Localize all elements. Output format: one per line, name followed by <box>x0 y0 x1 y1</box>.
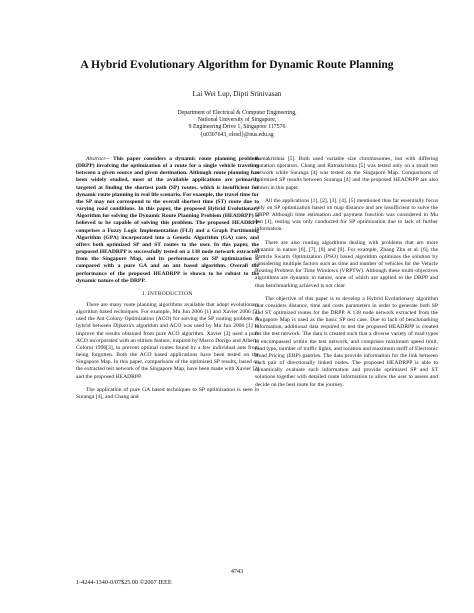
abstract-label: Abstract— <box>86 156 110 162</box>
right-paragraph-3: There are also routing algorithms dealing with problems that are more dynamic in nature [6], [7], [8] and [9]. For example, Zhang Zhu et al. [6], the Particle Swarm Optimization (PSO) based algorithm optimizes the solution by considering multiple factors such as time and number of vehicles for the Vehicle Routing Problem for Time Windows (VRPTW). Although these multi-objectives algorithms are dynamic in nature, none of which are applied to the DRPP and thus benchmarking achieved is not clear. <box>255 239 438 289</box>
copyright-notice: 1-4244-1340-0/07$25.00 ©2007 IEEE <box>76 579 172 586</box>
right-paragraph-2: All the applications [1], [2], [3], [4], [5] mentioned thus far essentially focus only on SP optimization based on map distance and are insufficient to solve the DRPP. Although time estimation and payment function was considered in Mu Jun [1], testing was only conducted for SP optimization due to lack of further information. <box>255 197 438 233</box>
paper-title: A Hybrid Evolutionary Algorithm for Dynamic Route Planning <box>80 58 394 71</box>
affiliation-line: National University of Singapore, <box>197 117 277 124</box>
affiliation-line: 9 Engineering Drive 1, Singapore 117576 <box>188 124 286 131</box>
affiliation-email: {u0307643, elesd}@nus.edu.sg <box>200 131 274 138</box>
page-number: 4743 <box>230 568 244 575</box>
right-paragraph-1: Ramakrishna [5]. Both used variable size chromosomes, but with differing mutation operators. Chang and Ramakrishna [5] was tested only on a small test network while Suranga [4] was tested on the Singapore Map. Comparisons of optimized SP results between Suranga [4] and the proposed HEADRPP are also drawn in this paper. <box>255 156 438 191</box>
right-paragraph-4: The objective of this paper is to develop a Hybrid Evolutionary algorithm that considers distance, time and costs parameters in order to generate both SP and ST optimized routes for the DRPP. A 138 node network extracted from the Singapore Map is used as the basic SP test case. Due to lack of benchmarking information, additional data required to test the proposed HEADRPP is created for the test network. The data is created such that a diverse variety of road types is encompassed within the test network, and comprises maximum speed limit, road type, number of traffic lights, and location and maximum tariff of Electronic Road Pricing (ERP) gantries. The data provide information for the link between each pair of directionally linked nodes. The proposed HEADRPP is able to dynamically evaluate such information and provide optimized SP and ST solutions together with detailed route information to allow the user to assess and decide on the best route for the journey. <box>255 295 438 388</box>
author-affiliation <box>0 110 474 139</box>
left-column <box>76 156 259 407</box>
abstract <box>76 156 259 285</box>
abstract-text: This paper considers a dynamic route planning problem (DRPP) involving the optimization of a route for a single vehicle traveling between a given source and given destination. Although route planning has been widely studied, most of the available applications are primarily targeted at finding the shortest path (SP) routes, which is insufficient for dynamic route planning in real life scenario. For example, the travel time for the SP may not correspond to the overall shortest time (ST) route due to varying road conditions. In this paper, the proposed Hybrid Evolutionary Algorithm for solving the Dynamic Route Planning Problem (HEADRPP) is believed to be capable of solving this problem. The proposed HEADRPP comprises a Fuzzy Logic Implementation (FLI) and a Graph Partitioning Algorithm (GPA) incorporated into a Genetic Algorithm (GA) core, and offers both optimized SP and ST routes to the user. In this paper, the proposed HEADRPP is successfully tested on a 138 node network extracted from the Singapore Map, and its performance on SP optimization is compared with a pure GA and an ant based algorithm. Overall the performance of the proposed HEADRPP is shown to be robust to the dynamic nature of the DRPP. <box>76 156 259 284</box>
intro-paragraph-1: There are many route planning algorithms available that adopt evolutionary algorithm based techniques. For example, Mu Jun 2006 [1] and Xavier 2006 [2] used the Ant Colony Optimization (ACO) for solving the SP routing problem. A hybrid between Dijkstra's algorithm and ACO was used by Mu Jun 2006 [1] to improve the results obtained from pure ACO algorithm. Xavier [2] used a pure ACO incorporated with an elitism feature, inspired by Marco Dorigo and Alberto Colorni 1996[3], to prevent optimal routes found by a few individual ants from being forgotten. Both the ACO based applications have been tested on the Singapore Map. In this paper, comparisons of the optimized SP results, based on the extracted test network of the Singapore Map, have been made with Xavier [2] and the proposed HEADRPP. <box>76 301 259 380</box>
paper-authors: Lai Wei Lup, Dipti Srinivasan <box>192 89 282 98</box>
intro-paragraph-2: The application of pure GA based techniques to SP optimization is seen in Suranga [4], and Chang and <box>76 386 259 400</box>
affiliation-line: Department of Electrical & Computer Engineering, <box>177 110 297 116</box>
right-column <box>255 156 438 395</box>
section-heading-introduction: I. INTRODUCTION <box>142 290 193 297</box>
